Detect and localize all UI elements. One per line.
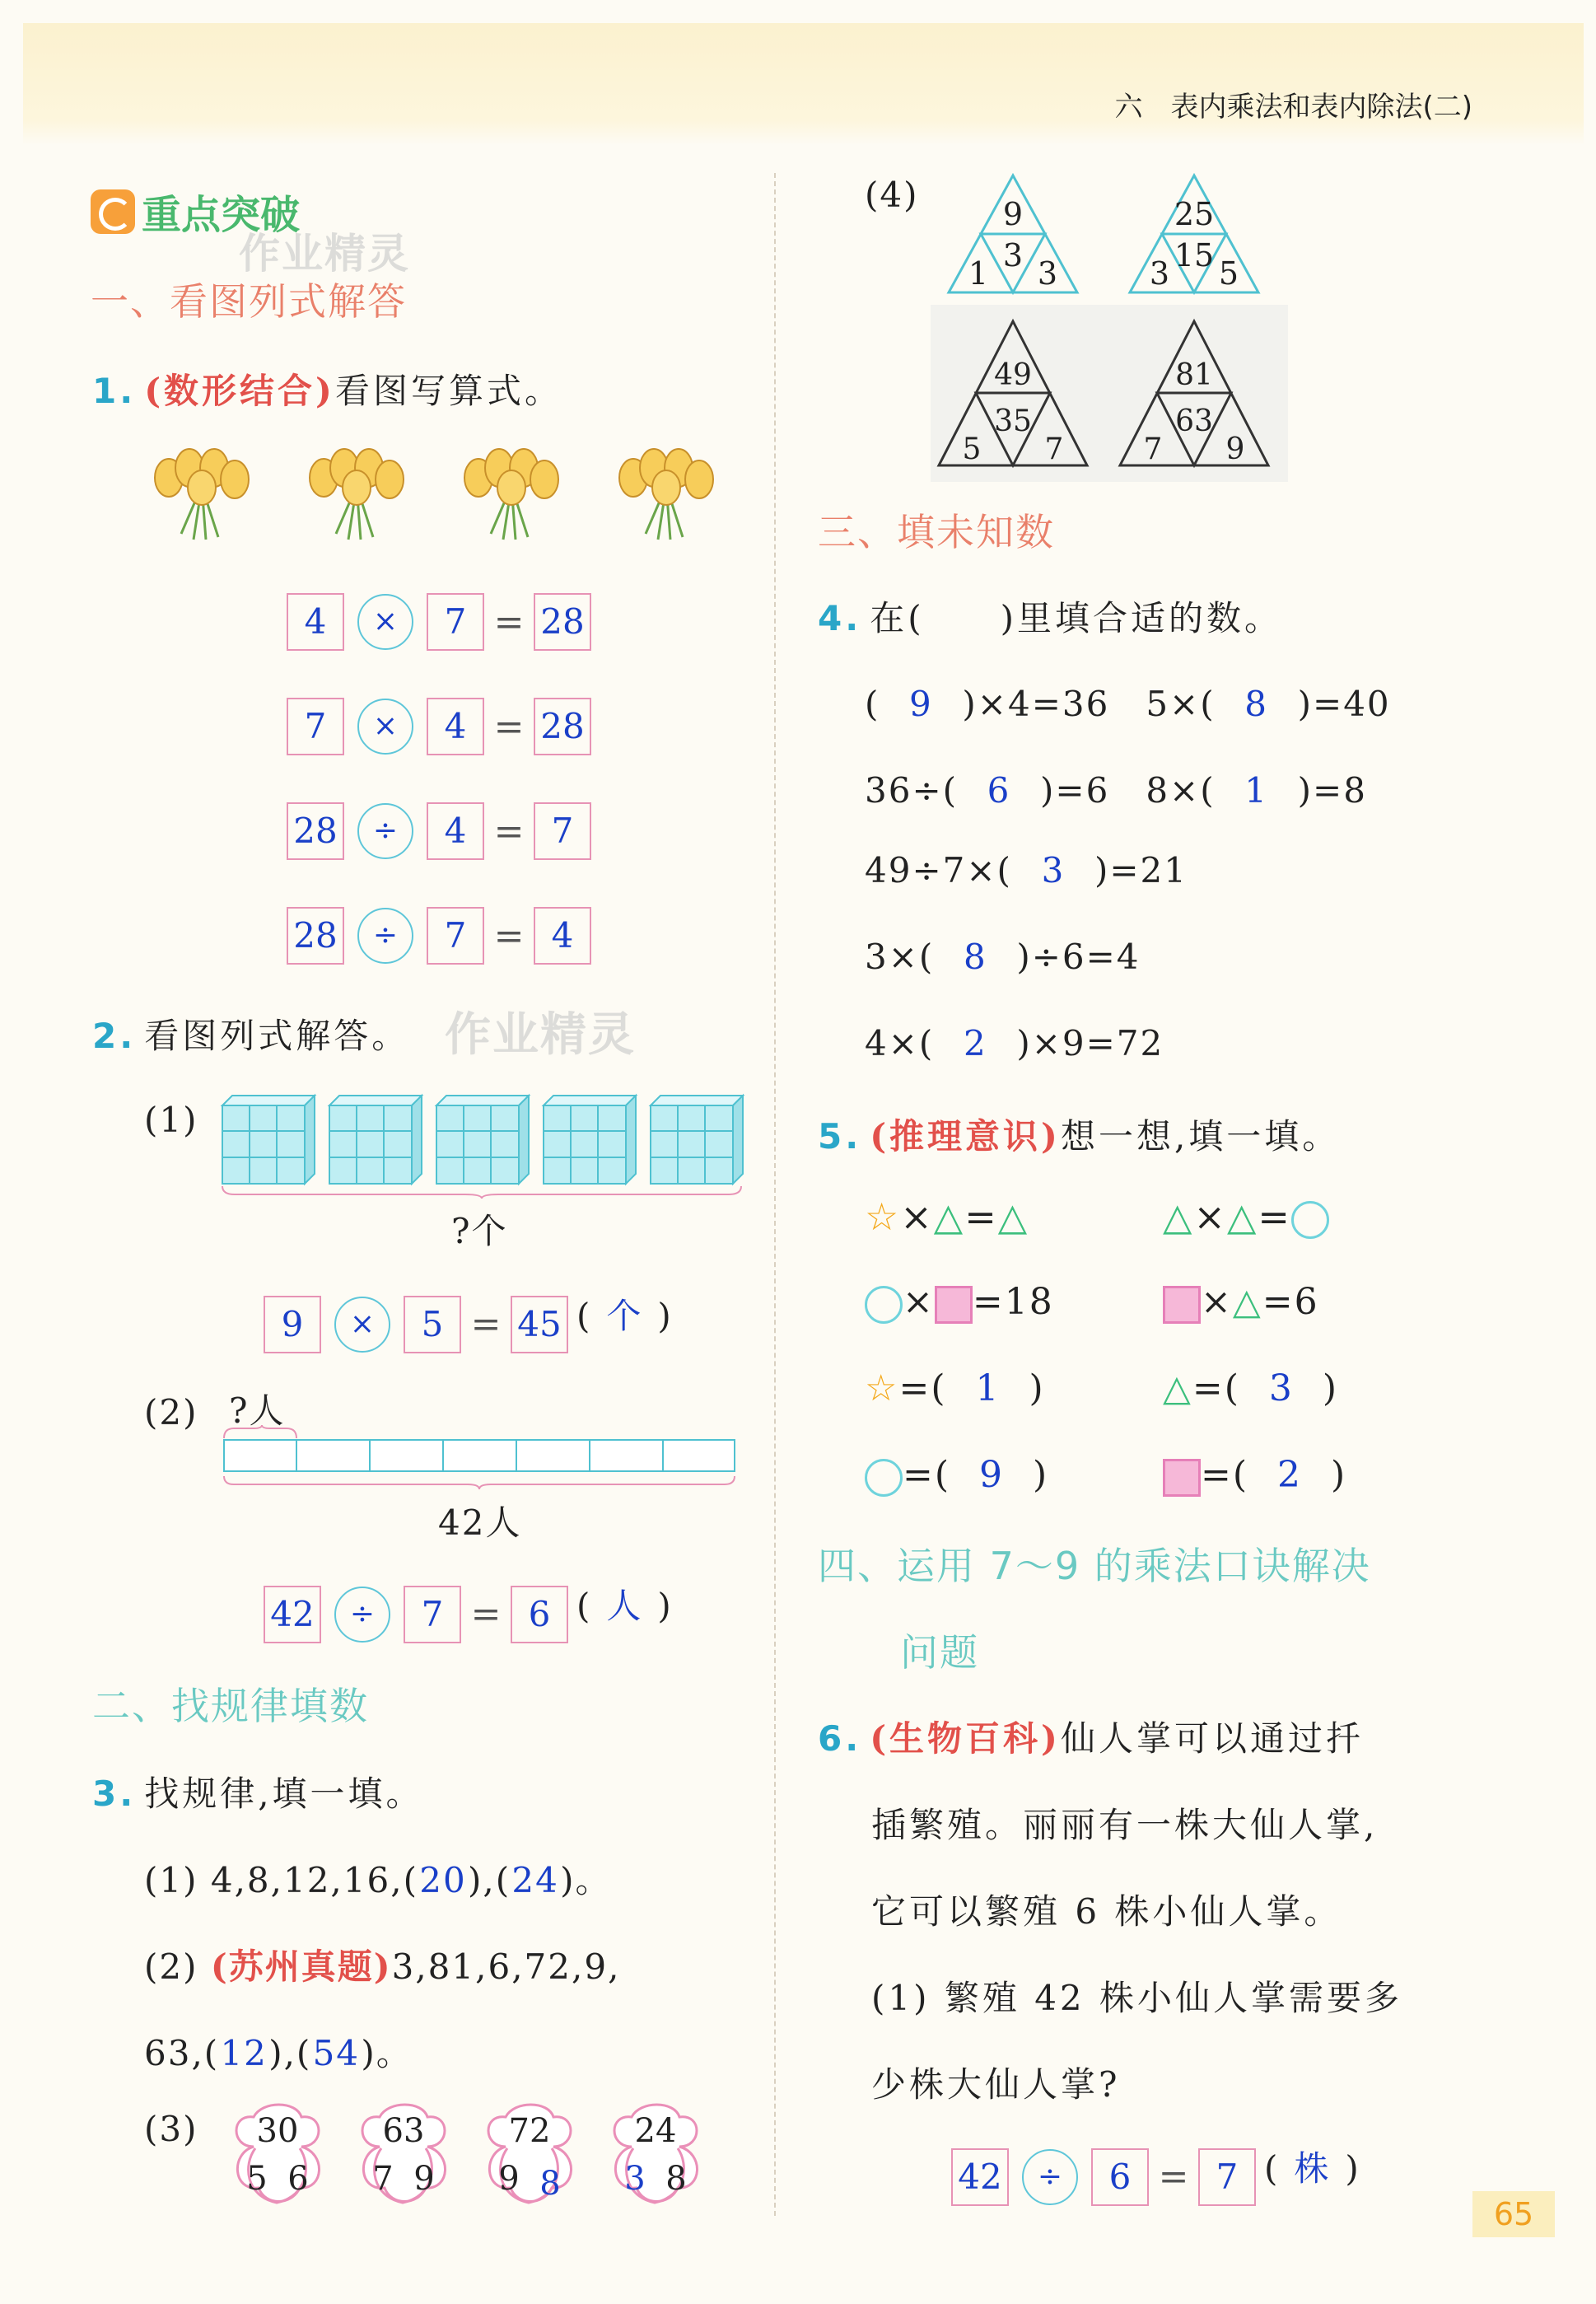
answer-blank[interactable]: 1	[975, 1367, 1001, 1409]
q4-line-4: 3×( 8 )÷6=4	[865, 937, 1141, 977]
answer-box[interactable]: 45	[511, 1296, 568, 1353]
triangle-1-top: 9	[1002, 196, 1024, 232]
q6-prompt-line-3: 它可以繁殖 6 株小仙人掌。	[871, 1891, 1342, 1932]
triangle-1-left: 1	[968, 255, 989, 292]
flower-bunch-2	[310, 449, 404, 540]
q1-text: 看图写算式。	[334, 371, 562, 411]
equals-sign: =	[493, 810, 525, 853]
q1-equation-3	[287, 802, 591, 860]
answer-box[interactable]: 4	[534, 907, 591, 965]
answer-blank[interactable]: 2	[963, 1023, 987, 1063]
q2-part2-label: (2)	[144, 1392, 198, 1432]
answer-box[interactable]: 4	[427, 698, 484, 755]
answer-blank[interactable]: 12	[220, 2033, 268, 2073]
triangle-2-right: 5	[1218, 255, 1239, 292]
square-icon	[935, 1286, 973, 1324]
q2-text: 看图列式解答。	[144, 1016, 410, 1056]
q1-tag: (数形结合)	[144, 371, 335, 411]
answer-box[interactable]: 42	[951, 2148, 1009, 2206]
triangle-2-left: 3	[1149, 255, 1170, 292]
equals-sign: =	[1158, 2156, 1189, 2198]
q3-part2-tag: (苏州真题)	[210, 1946, 392, 1987]
answer-blank[interactable]: 8	[963, 937, 987, 977]
q6-prompt-line-1: 6. (生物百科)仙人掌可以通过扦	[818, 1718, 1364, 1759]
triangle-4-top: 81	[1175, 358, 1213, 392]
q5-row-1-right: △×△=	[1163, 1194, 1329, 1239]
q5-answer-star: ☆=( 1 )	[865, 1367, 1045, 1409]
q2-part2-equation	[264, 1579, 673, 1643]
q5-row-1-left: ☆×△=△	[865, 1194, 1029, 1239]
circle-icon	[865, 1459, 903, 1497]
clover-3-right: 8	[539, 2165, 561, 2203]
unit-answer[interactable]: 个	[606, 1296, 643, 1336]
triangle-4-right: 9	[1225, 432, 1245, 466]
q6-sub1-line-2: 少株大仙人掌?	[871, 2064, 1121, 2105]
clover-3-top: 72	[508, 2112, 551, 2150]
clover-3-left: 9	[498, 2160, 520, 2198]
q2-part1-equation	[264, 1289, 673, 1353]
q1-prompt	[92, 364, 562, 414]
column-divider	[774, 173, 776, 2216]
clover-4-left: 3	[624, 2160, 646, 2198]
q2-bar-diagram	[221, 1425, 740, 1491]
triangle-1-right: 3	[1037, 255, 1058, 292]
q4-line-1: ( 9 )×4=36 5×( 8 )=40	[865, 684, 1391, 724]
answer-box[interactable]: 28	[534, 698, 591, 755]
answer-box[interactable]: 7	[1198, 2148, 1256, 2206]
q1-equation-1	[287, 593, 591, 651]
triangle-4-center: 63	[1175, 404, 1213, 438]
q4-text: 在( )里填合适的数。	[870, 598, 1282, 638]
q3-part1: (1) 4,8,12,16,(20),(24)。	[144, 1860, 612, 1900]
operator-circle[interactable]: ÷	[1022, 2149, 1078, 2205]
q2-prompt	[92, 1009, 409, 1059]
equals-sign: =	[470, 1303, 502, 1345]
square-icon	[1163, 1459, 1201, 1497]
section-4-title-line-2: 问题	[900, 1630, 979, 1675]
triangle-3-right: 7	[1044, 432, 1064, 466]
q1-number: 1.	[92, 371, 137, 411]
paren-open: (	[576, 1586, 592, 1626]
answer-box[interactable]: 7	[404, 1586, 461, 1643]
focus-title: 重点突破	[142, 192, 301, 238]
q4-number: 4.	[818, 598, 862, 638]
circle-icon	[865, 1286, 903, 1324]
answer-blank[interactable]: 9	[979, 1454, 1005, 1496]
clover-1-right: 6	[287, 2160, 309, 2198]
clover-2-left: 7	[372, 2160, 394, 2198]
page-number: 65	[1472, 2191, 1555, 2237]
paren-close: )	[657, 1586, 673, 1626]
triangle-3-left: 5	[962, 432, 982, 466]
q2-part2-caption: 42人	[438, 1503, 522, 1543]
answer-box[interactable]: 28	[287, 802, 344, 860]
triangle-icon: △	[997, 1194, 1029, 1239]
section-2-title: 二、找规律填数	[92, 1684, 369, 1728]
q5-answer-circle: =( 9 )	[865, 1454, 1048, 1497]
triangle-1-center: 3	[1002, 237, 1024, 273]
equals-sign: =	[493, 914, 525, 957]
q3-text: 找规律,填一填。	[144, 1774, 424, 1814]
answer-box[interactable]: 7	[534, 802, 591, 860]
answer-blank[interactable]: 6	[987, 770, 1011, 811]
q5-row-2-right: ×△=6	[1163, 1281, 1319, 1324]
q3-triangles	[931, 169, 1293, 482]
watermark: 作业精灵	[239, 230, 410, 278]
q6-equation	[951, 2142, 1360, 2206]
triangle-icon: △	[1226, 1194, 1258, 1239]
circle-icon	[1291, 1201, 1329, 1239]
q6-sub1-line-1: (1) 繁殖 42 株小仙人掌需要多	[871, 1978, 1402, 2018]
flower-bunch-3	[464, 449, 558, 540]
q4-line-2: 36÷( 6 )=6 8×( 1 )=8	[865, 770, 1367, 811]
q3-part4-label: (4)	[865, 175, 919, 215]
q5-text: 想一想,填一填。	[1060, 1116, 1341, 1157]
q3-heart-clovers	[222, 2099, 733, 2222]
answer-box[interactable]: 4	[427, 802, 484, 860]
equals-sign: =	[493, 705, 525, 748]
answer-box[interactable]: 7	[427, 593, 484, 651]
triangle-2-top: 25	[1174, 196, 1215, 232]
q4-prompt	[818, 591, 1282, 641]
star-icon: ☆	[865, 1194, 901, 1239]
answer-box[interactable]: 4	[287, 593, 344, 651]
section-3-title: 三、填未知数	[818, 510, 1055, 554]
equals-sign: =	[493, 601, 525, 643]
triangle-icon: △	[1163, 1194, 1194, 1239]
q5-answer-square: =( 2 )	[1163, 1454, 1346, 1497]
unit-answer[interactable]: 人	[606, 1586, 643, 1626]
operator-circle[interactable]: ×	[357, 699, 413, 755]
flower-bunches	[144, 437, 737, 552]
q5-tag: (推理意识)	[870, 1116, 1061, 1157]
paren-close: )	[657, 1296, 673, 1336]
q5-number: 5.	[818, 1116, 862, 1157]
paren-open: (	[576, 1296, 592, 1336]
answer-box[interactable]: 5	[404, 1296, 461, 1353]
unit-answer[interactable]: 株	[1294, 2148, 1331, 2189]
q3-part2-line1: (2) (苏州真题)3,81,6,72,9,	[144, 1946, 621, 1987]
triangle-3-center: 35	[994, 404, 1032, 438]
answer-box[interactable]: 28	[534, 593, 591, 651]
answer-box[interactable]: 6	[511, 1586, 568, 1643]
triangle-4-left: 7	[1143, 432, 1163, 466]
operator-circle[interactable]: ×	[357, 594, 413, 650]
clover-4-right: 8	[665, 2160, 687, 2198]
operator-circle[interactable]: ÷	[357, 803, 413, 859]
triangle-icon: △	[1232, 1281, 1262, 1323]
operator-circle[interactable]: ÷	[357, 908, 413, 964]
answer-box[interactable]: 7	[287, 698, 344, 755]
q4-line-5: 4×( 2 )×9=72	[865, 1023, 1164, 1063]
q2-number: 2.	[92, 1016, 137, 1056]
operator-circle[interactable]: ÷	[334, 1587, 390, 1643]
answer-box[interactable]: 7	[427, 907, 484, 965]
triangle-2-center: 15	[1174, 237, 1215, 273]
answer-blank[interactable]: 24	[511, 1860, 559, 1900]
clover-2-top: 63	[382, 2112, 425, 2150]
q5-prompt	[818, 1110, 1340, 1159]
q4-line-3: 49÷7×( 3 )=21	[865, 850, 1188, 890]
answer-blank[interactable]: 3	[1268, 1367, 1294, 1409]
q2-part1-caption: ?个	[451, 1211, 508, 1251]
q5-row-2-left: × =18	[865, 1281, 1054, 1324]
q2-part1-label: (1)	[144, 1100, 198, 1140]
chapter-title: 六 表内乘法和表内除法(二)	[1114, 91, 1472, 124]
clover-1-left: 5	[246, 2160, 268, 2198]
q2-cube-blocks	[218, 1091, 745, 1199]
q3-part3-label: (3)	[144, 2109, 198, 2149]
answer-box[interactable]: 6	[1091, 2148, 1149, 2206]
answer-box[interactable]: 28	[287, 907, 344, 965]
q6-prompt-line-2: 插繁殖。丽丽有一株大仙人掌,	[871, 1805, 1379, 1845]
q3-part2-line2: 63,(12),(54)。	[144, 2033, 413, 2073]
answer-blank[interactable]: 8	[1244, 684, 1268, 724]
paren-open: (	[1264, 2148, 1280, 2189]
answer-box[interactable]: 9	[264, 1296, 321, 1353]
section-4-title-line-1: 四、运用 7～9 的乘法口诀解决	[818, 1544, 1371, 1588]
operator-circle[interactable]: ×	[334, 1297, 390, 1353]
answer-blank[interactable]: 20	[419, 1860, 467, 1900]
triangle-3-top: 49	[994, 358, 1032, 392]
q6-tag: (生物百科)	[870, 1718, 1061, 1759]
square-icon	[1163, 1286, 1201, 1324]
q6-number: 6.	[818, 1718, 862, 1759]
q3-prompt	[92, 1767, 424, 1816]
q2-part2-top-caption: ?人	[229, 1390, 286, 1431]
clover-4-top: 24	[634, 2112, 677, 2150]
clover-2-right: 9	[413, 2160, 435, 2198]
answer-blank[interactable]: 54	[312, 2033, 361, 2073]
star-icon: ☆	[865, 1367, 899, 1409]
flower-bunch-4	[619, 449, 713, 540]
answer-blank[interactable]: 3	[1041, 850, 1066, 890]
answer-box[interactable]: 42	[264, 1586, 321, 1643]
q1-equation-2	[287, 698, 591, 755]
answer-blank[interactable]: 1	[1244, 770, 1268, 811]
q3-number: 3.	[92, 1774, 137, 1814]
triangle-icon: △	[1163, 1367, 1192, 1409]
answer-blank[interactable]: 9	[909, 684, 933, 724]
flower-bunch-1	[155, 449, 249, 540]
focus-logo-icon	[91, 189, 135, 234]
q1-equation-4	[287, 907, 591, 965]
watermark-2: 作业精灵	[445, 1008, 636, 1062]
paren-close: )	[1345, 2148, 1360, 2189]
section-1-title: 一、看图列式解答	[91, 279, 407, 324]
triangle-icon: △	[933, 1194, 965, 1239]
equals-sign: =	[470, 1593, 502, 1635]
answer-blank[interactable]: 2	[1277, 1454, 1303, 1496]
q5-answer-triangle: △=( 3 )	[1163, 1367, 1339, 1409]
clover-1-top: 30	[256, 2112, 299, 2150]
